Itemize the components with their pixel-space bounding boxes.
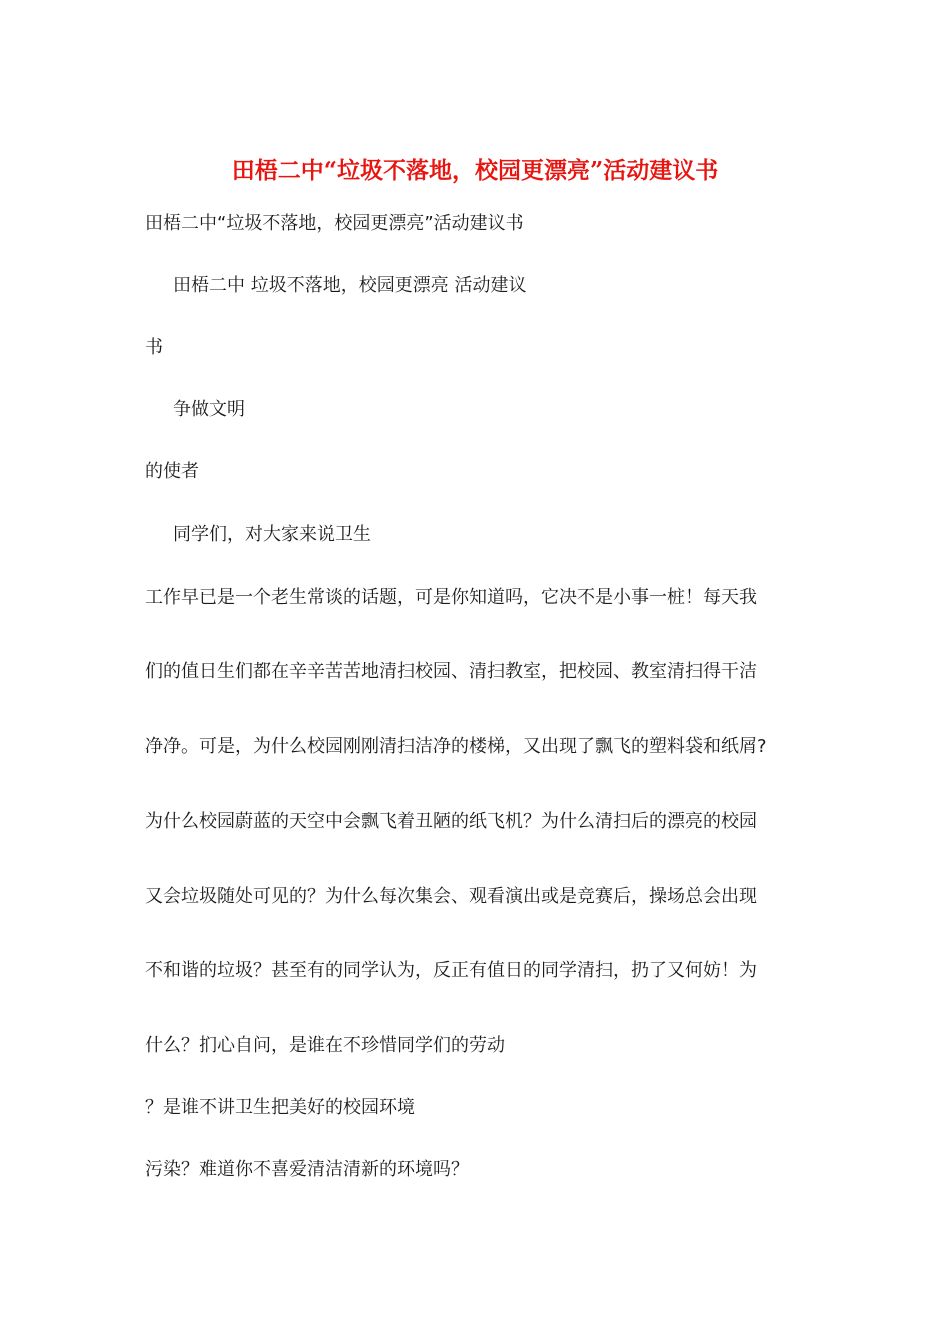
paragraph-line: 工作早已是一个老生常谈的话题，可是你知道吗，它决不是小事一桩！每天我 (145, 587, 757, 608)
paragraph-line: 污染？难道你不喜爱清洁清新的环境吗？ (145, 1159, 469, 1180)
text-line: 书 (145, 337, 163, 358)
paragraph-line: 们的值日生们都在辛辛苦苦地清扫校园、清扫教室，把校园、教室清扫得干洁 (145, 661, 757, 682)
paragraph-line: 为什么校园蔚蓝的天空中会飘飞着丑陋的纸飞机？为什么清扫后的漂亮的校园 (145, 811, 757, 832)
text-line-subtitle: 田梧二中“垃圾不落地，校园更漂亮”活动建议书 (145, 213, 524, 234)
paragraph-line: 不和谐的垃圾？甚至有的同学认为，反正有值日的同学清扫，扔了又何妨！为 (145, 960, 757, 981)
paragraph-line: ？是谁不讲卫生把美好的校园环境 (145, 1097, 415, 1118)
text-line: 争做文明 (173, 399, 245, 420)
paragraph-line: 又会垃圾随处可见的？为什么每次集会、观看演出或是竞赛后，操场总会出现 (145, 886, 757, 907)
paragraph-line: 什么？扪心自问，是谁在不珍惜同学们的劳动 (145, 1035, 505, 1056)
document-title: 田梧二中“垃圾不落地，校园更漂亮”活动建议书 (231, 157, 719, 184)
text-line: 的使者 (145, 461, 199, 482)
paragraph-line: 净净。可是，为什么校园刚刚清扫洁净的楼梯，又出现了飘飞的塑料袋和纸屑? (145, 736, 767, 757)
text-line: 同学们，对大家来说卫生 (173, 524, 371, 545)
text-line-heading: 田梧二中 垃圾不落地，校园更漂亮 活动建议 (173, 275, 527, 296)
